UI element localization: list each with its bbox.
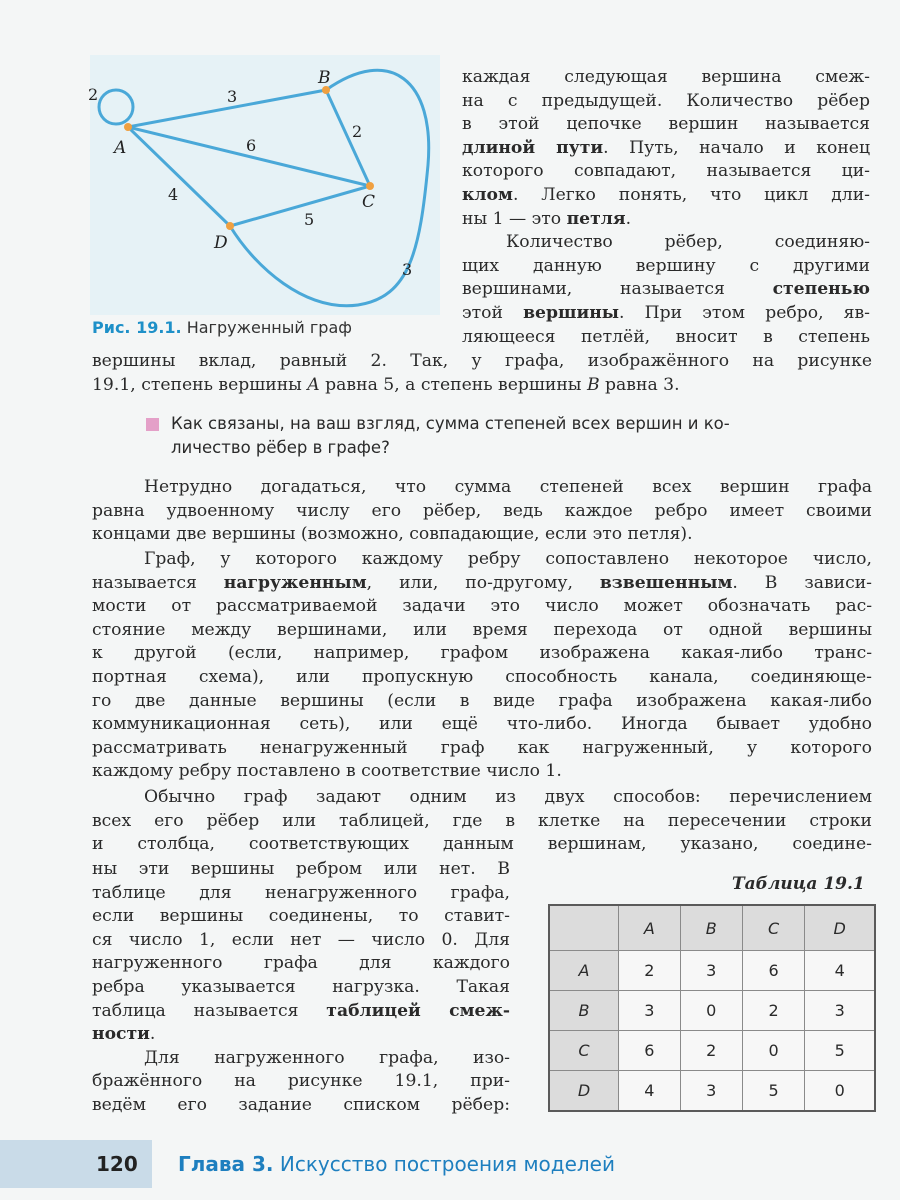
term-path-length: длиной пути	[462, 137, 604, 158]
table-row-header: B	[549, 990, 619, 1030]
text-line: рассматривать ненагруженный граф как нагруженный, у которого	[92, 737, 872, 758]
text-line: Граф, у которого каждому ребру сопоставлено некоторое число,	[144, 549, 872, 569]
text-line: всех его рёбер или таблицей, где в клетке на пересечении строки	[92, 810, 872, 831]
table-cell: 4	[619, 1070, 681, 1111]
text-line: каждая следующая вершина смеж-	[462, 67, 870, 87]
table-row	[549, 1030, 875, 1070]
weighted-graph-figure	[90, 55, 440, 315]
text-line: равна удвоенному числу его рёбер, ведь каждое ребро имеет своими	[92, 500, 872, 521]
edge-loop-a	[99, 90, 133, 124]
table-column-header: D	[805, 905, 875, 951]
vertex-a	[124, 123, 132, 131]
table-row	[549, 990, 875, 1030]
text-line: ребра указывается нагрузка. Такая	[92, 976, 510, 997]
figure-number: Рис. 19.1.	[92, 318, 182, 337]
table-cell: 0	[805, 1070, 875, 1111]
table-column-header: A	[619, 905, 681, 951]
table-cell: 0	[680, 990, 742, 1030]
chapter-name: Искусство построения моделей	[279, 1152, 615, 1176]
vertex-c	[366, 182, 374, 190]
adjacency-table	[548, 904, 876, 1112]
table-cell: 5	[805, 1030, 875, 1070]
table-row-header: D	[549, 1070, 619, 1111]
table-row	[549, 1070, 875, 1111]
text-line: щих данную вершину с другими	[462, 255, 870, 276]
text-line: вершинами, называется степенью	[462, 279, 870, 300]
table-cell: 2	[619, 951, 681, 991]
text-line: мости от рассматриваемой задачи это число может обозначать рас-	[92, 596, 872, 617]
paragraph-graph-definition	[92, 786, 872, 857]
text-line: Нетрудно догадаться, что сумма степеней всех вершин графа	[144, 477, 872, 497]
edge-b-d	[230, 70, 429, 305]
term-degree: степенью	[772, 279, 870, 300]
vertex-label: B	[318, 68, 331, 88]
edge-weight-label: 3	[227, 87, 238, 106]
text-line: коммуникационная сеть), или ещё что-либо. Иногда бывает удобно	[92, 714, 872, 735]
text-line: концами две вершины (возможно, совпадающие, если это петля).	[92, 524, 693, 545]
term-vertex: вершины	[523, 302, 620, 323]
text-line: ся число 1, если нет — число 0. Для	[92, 929, 510, 950]
term-weighted: нагруженным	[223, 572, 367, 593]
vertex-label: C	[362, 192, 376, 212]
table-row	[549, 951, 875, 991]
text-line: в этой цепочке вершин называется	[462, 114, 870, 135]
text-line: которого совпадают, называется ци-	[462, 161, 870, 182]
edge-weight-label: 2	[88, 85, 99, 104]
term-cycle: клом	[462, 184, 513, 205]
text-line: на с предыдущей. Количество рёбер	[462, 90, 870, 111]
table-cell: 3	[805, 990, 875, 1030]
table-cell: 3	[619, 990, 681, 1030]
text-line: ны эти вершины ребром или нет. В	[92, 859, 510, 879]
text-line: и столбца, соответствующих данным вершинам, указано, соедине-	[92, 834, 872, 855]
paragraph-adjacency-table	[92, 858, 510, 1118]
vertex-label: A	[114, 138, 127, 158]
table-column-header: B	[680, 905, 742, 951]
table-header-row	[549, 905, 875, 951]
edge-weight-label: 6	[246, 136, 257, 155]
text-line: ности.	[92, 1024, 156, 1045]
text-line: длиной пути. Путь, начало и конец	[462, 137, 870, 158]
figure-caption-text: Нагруженный граф	[186, 318, 352, 337]
table-cell: 2	[742, 990, 805, 1030]
text-line: го две данные вершины (если в виде графа изображена какая-либо	[92, 690, 872, 711]
table-cell: 3	[680, 1070, 742, 1111]
paragraph-degree-example	[92, 350, 872, 397]
text-line: называется нагруженным, или, по-другому, взвешенным. В зависи-	[92, 572, 872, 593]
table-cell: 4	[805, 951, 875, 991]
table-cell: 6	[619, 1030, 681, 1070]
text-line: 19.1, степень вершины A равна 5, а степень вершины B равна 3.	[92, 374, 680, 395]
text-line: таблице для ненагруженного графа,	[92, 882, 510, 903]
page-number: 120	[96, 1152, 138, 1176]
paragraph-path-definition	[462, 66, 870, 349]
edge-weight-label: 3	[402, 260, 413, 279]
term-weighted-alt: взвешенным	[599, 572, 733, 593]
chapter-title	[178, 1152, 615, 1176]
table-row-header: C	[549, 1030, 619, 1070]
term-loop: петля	[566, 208, 626, 229]
text-line: ляющееся петлёй, вносит в степень	[462, 326, 870, 347]
table-title: Таблица 19.1	[732, 874, 865, 894]
question-block	[143, 412, 873, 459]
table-column-header: C	[742, 905, 805, 951]
table-corner-cell	[549, 905, 619, 951]
text-line: если вершины соединены, то ставит-	[92, 906, 510, 927]
text-line: вершины вклад, равный 2. Так, у графа, изображённого на рисунке	[92, 351, 872, 371]
table-cell: 5	[742, 1070, 805, 1111]
term-adjacency-table-end: ности	[92, 1024, 150, 1045]
text-line: нагруженного графа для каждого	[92, 953, 510, 974]
text-line: каждому ребру поставлено в соответствие число 1.	[92, 761, 562, 782]
table-row-header: A	[549, 951, 619, 991]
text-line: Обычно граф задают одним из двух способов: перечислением	[144, 787, 872, 807]
term-adjacency-table: таблицей смеж-	[326, 1000, 510, 1021]
vertex-d	[226, 222, 234, 230]
text-line: этой вершины. При этом ребро, яв-	[462, 302, 870, 323]
edge-d-c	[230, 186, 370, 226]
text-line: личество рёбер в графе?	[171, 437, 390, 457]
edge-a-d	[128, 127, 230, 226]
table-cell: 2	[680, 1030, 742, 1070]
text-line: Для нагруженного графа, изо-	[144, 1047, 510, 1068]
text-line: клом. Легко понять, что цикл дли-	[462, 184, 870, 205]
figure-caption	[92, 318, 352, 337]
table-cell: 6	[742, 951, 805, 991]
paragraph-weighted-graph	[92, 548, 872, 784]
text-line: таблица называется таблицей смеж-	[92, 1000, 510, 1021]
edge-b-c	[326, 90, 370, 186]
text-line: портная схема), или пропускную способность канала, соединяюще-	[92, 666, 872, 687]
table-cell: 3	[680, 951, 742, 991]
text-line: ведём его задание списком рёбер:	[92, 1094, 510, 1115]
text-line: бражённого на рисунке 19.1, при-	[92, 1071, 510, 1092]
text-line: Как связаны, на ваш взгляд, сумма степеней всех вершин и ко-	[171, 414, 730, 433]
edge-weight-label: 4	[168, 185, 179, 204]
edge-weight-label: 2	[352, 122, 363, 141]
chapter-label: Глава 3.	[178, 1152, 274, 1176]
vertex-label: D	[214, 233, 228, 253]
text-line: ны 1 — это петля.	[462, 208, 632, 229]
edge-weight-label: 5	[304, 210, 315, 229]
text-line: к другой (если, например, графом изображена какая-либо транс-	[92, 643, 872, 664]
table-cell: 0	[742, 1030, 805, 1070]
text-line: Количество рёбер, соединяю-	[506, 232, 870, 253]
paragraph-degree-sum	[92, 476, 872, 547]
text-line: стояние между вершинами, или время перехода от одной вершины	[92, 619, 872, 640]
